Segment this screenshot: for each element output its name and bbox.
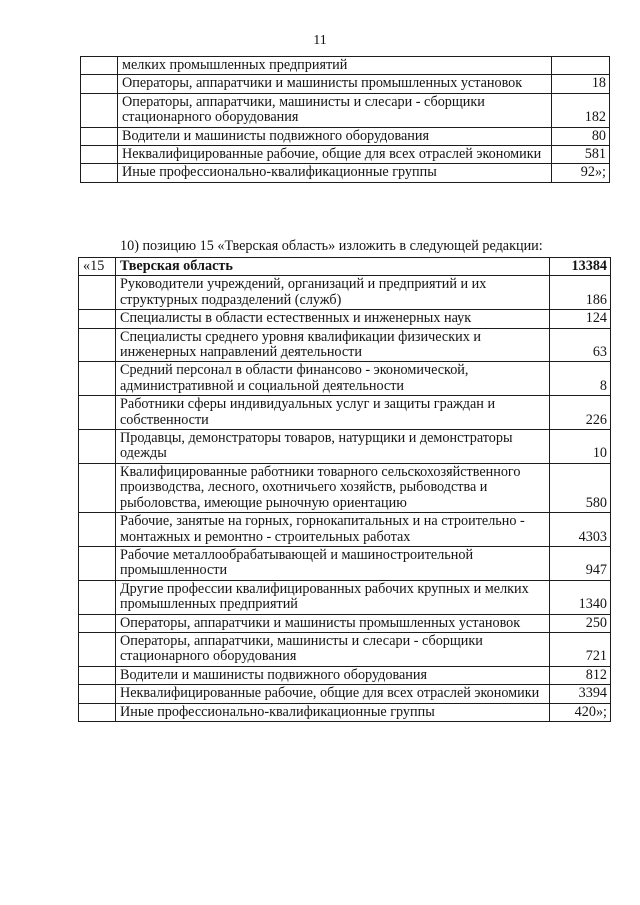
worker-count: 80: [552, 127, 610, 145]
table-row: [79, 276, 611, 310]
worker-count: 226: [550, 396, 611, 430]
table-row: [79, 703, 611, 721]
row-number-cell: [79, 310, 116, 328]
row-number-cell: [81, 57, 118, 75]
occupation-group: Рабочие металлообрабатывающей и машиностроительной промышленности: [116, 546, 550, 580]
row-number-cell: [79, 362, 116, 396]
worker-count: 18: [552, 75, 610, 93]
page-number: 11: [313, 33, 327, 48]
occupation-group: Специалисты в области естественных и инженерных наук: [116, 310, 550, 328]
row-number-cell: [81, 93, 118, 127]
occupation-group: Работники сферы индивидуальных услуг и защиты граждан и собственности: [116, 396, 550, 430]
row-number-cell: [79, 703, 116, 721]
table-row: [79, 396, 611, 430]
occupation-group: Водители и машинисты подвижного оборудования: [116, 666, 550, 684]
table-row: [79, 614, 611, 632]
table-row: [81, 57, 610, 75]
worker-count: 947: [550, 546, 611, 580]
occupation-group: Квалифицированные работники товарного сельскохозяйственного производства, лесного, охотничьего хозяйств, рыбоводства и рыболовства, имеющие рыночную ориентацию: [116, 463, 550, 512]
table-row: [79, 362, 611, 396]
table-row: [79, 632, 611, 666]
table-row: [79, 310, 611, 328]
row-number-cell: [79, 396, 116, 430]
intro-text: 10) позицию 15 «Тверская область» изложить в следующей редакции:: [120, 238, 543, 254]
row-number-cell: [79, 328, 116, 362]
worker-count: 182: [552, 93, 610, 127]
table-row: [79, 328, 611, 362]
row-number-cell: [79, 430, 116, 464]
worker-count: 721: [550, 632, 611, 666]
row-number-cell: [81, 75, 118, 93]
row-number-cell: [79, 546, 116, 580]
table-row: [81, 127, 610, 145]
worker-count: 4303: [550, 513, 611, 547]
table-row: [79, 430, 611, 464]
row-number-cell: [79, 580, 116, 614]
occupation-group: Операторы, аппаратчики, машинисты и слесари - сборщики стационарного оборудования: [118, 93, 552, 127]
worker-count: 420»;: [550, 703, 611, 721]
occupation-group: мелких промышленных предприятий: [118, 57, 552, 75]
worker-count: 3394: [550, 685, 611, 703]
occupation-group: Операторы, аппаратчики, машинисты и слесари - сборщики стационарного оборудования: [116, 632, 550, 666]
occupation-group: Продавцы, демонстраторы товаров, натурщики и демонстраторы одежды: [116, 430, 550, 464]
table-row: [79, 666, 611, 684]
table-row: [81, 75, 610, 93]
row-number-cell: [79, 685, 116, 703]
row-number-cell: [79, 276, 116, 310]
occupation-group: Другие профессии квалифицированных рабочих крупных и мелких промышленных предприятий: [116, 580, 550, 614]
occupation-group: Иные профессионально-квалификационные группы: [118, 164, 552, 182]
worker-count: 10: [550, 430, 611, 464]
table-header-row: [79, 258, 611, 276]
worker-count: 8: [550, 362, 611, 396]
worker-count: [552, 57, 610, 75]
table-row: [79, 463, 611, 512]
position-number: «15: [79, 258, 116, 276]
occupation-group: Операторы, аппаратчики и машинисты промышленных установок: [118, 75, 552, 93]
worker-count: 124: [550, 310, 611, 328]
table-row: [79, 513, 611, 547]
row-number-cell: [79, 666, 116, 684]
table-tver-oblast: [78, 257, 611, 722]
occupation-group: Неквалифицированные рабочие, общие для всех отраслей экономики: [116, 685, 550, 703]
occupation-group: Рабочие, занятые на горных, горнокапитальных и на строительно - монтажных и ремонтно - строительных работах: [116, 513, 550, 547]
occupation-group: Специалисты среднего уровня квалификации физических и инженерных направлений деятельности: [116, 328, 550, 362]
worker-count: 92»;: [552, 164, 610, 182]
table-row: [81, 146, 610, 164]
worker-count: 250: [550, 614, 611, 632]
row-number-cell: [81, 164, 118, 182]
occupation-group: Операторы, аппаратчики и машинисты промышленных установок: [116, 614, 550, 632]
row-number-cell: [79, 632, 116, 666]
table-row: [81, 93, 610, 127]
worker-count: 186: [550, 276, 611, 310]
row-number-cell: [81, 127, 118, 145]
worker-count: 580: [550, 463, 611, 512]
occupation-group: Неквалифицированные рабочие, общие для всех отраслей экономики: [118, 146, 552, 164]
worker-count: 1340: [550, 580, 611, 614]
table-row: [79, 685, 611, 703]
table-row: [79, 546, 611, 580]
occupation-group: Средний персонал в области финансово - экономической, административной и социальной деятельности: [116, 362, 550, 396]
table-continuation: [80, 56, 610, 183]
occupation-group: Водители и машинисты подвижного оборудования: [118, 127, 552, 145]
table-row: [81, 164, 610, 182]
row-number-cell: [79, 463, 116, 512]
region-total: 13384: [550, 258, 611, 276]
worker-count: 63: [550, 328, 611, 362]
row-number-cell: [81, 146, 118, 164]
table-row: [79, 580, 611, 614]
worker-count: 581: [552, 146, 610, 164]
region-name: Тверская область: [116, 258, 550, 276]
row-number-cell: [79, 614, 116, 632]
occupation-group: Руководители учреждений, организаций и предприятий и их структурных подразделений (служб): [116, 276, 550, 310]
worker-count: 812: [550, 666, 611, 684]
row-number-cell: [79, 513, 116, 547]
occupation-group: Иные профессионально-квалификационные группы: [116, 703, 550, 721]
